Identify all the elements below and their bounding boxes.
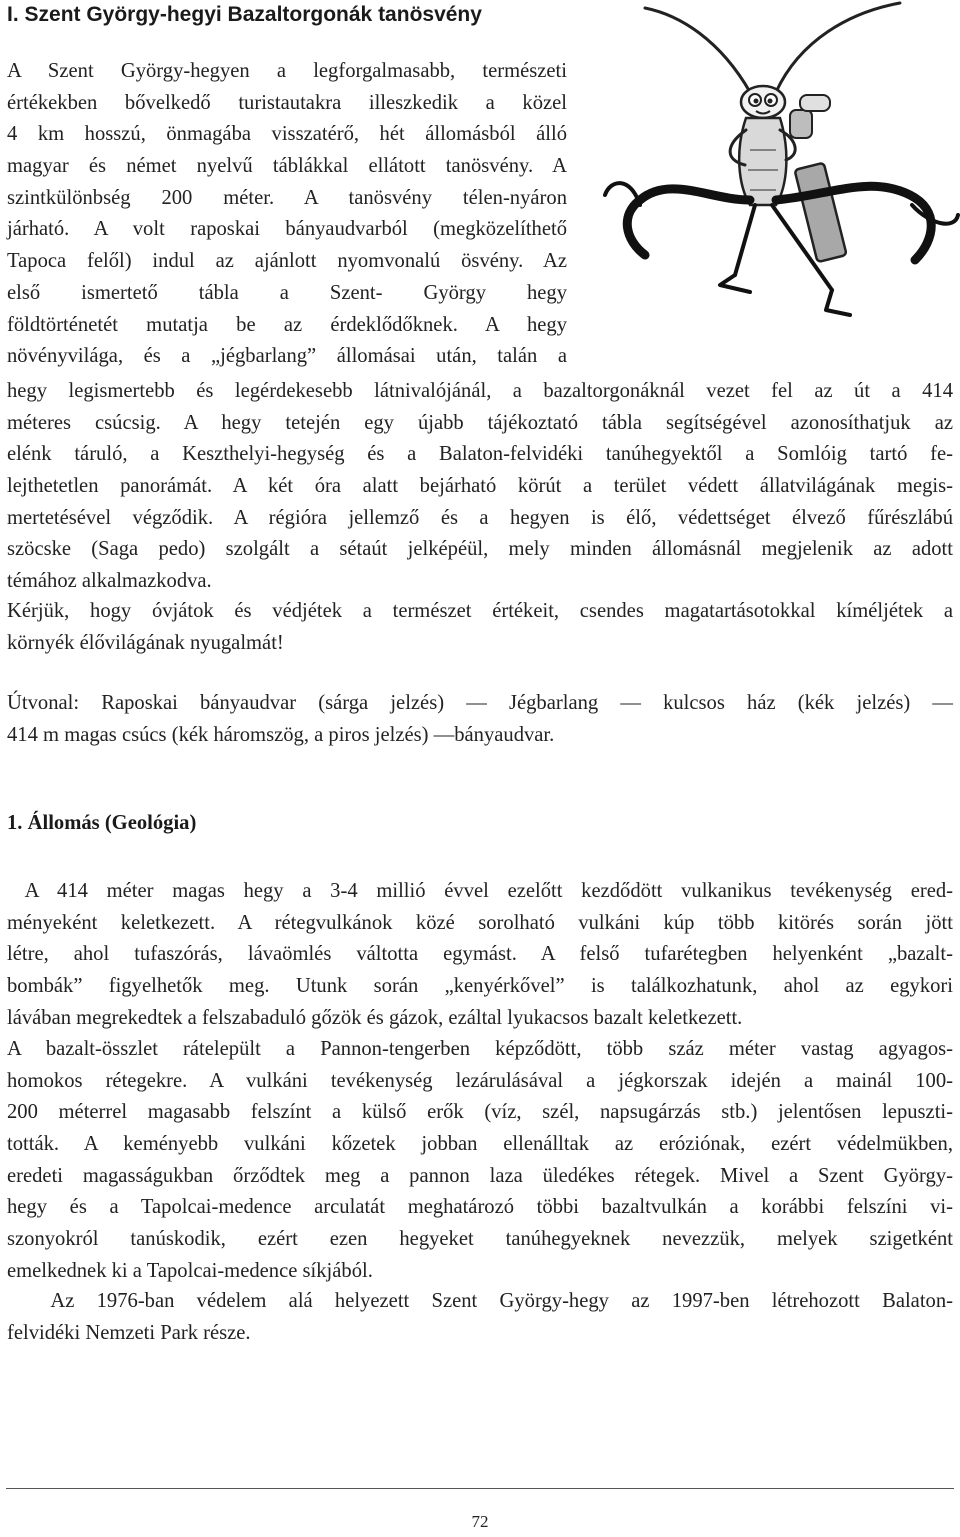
text-line: ményeként keletkezett. A rétegvulkánok közé sorolható vulkáni kúp több kitörés során jött	[7, 911, 953, 934]
text-line: méteres csúcsig. A hegy tetején egy újabb tájékoztató tábla segítségével azonosíthatjuk az	[7, 411, 953, 434]
text-line: létre, ahol tufaszórás, lávaömlés váltotta egymást. A felső tufarétegben helyenként „bazalt-	[7, 943, 953, 966]
saw-legged-cricket-illustration	[600, 0, 960, 340]
text-line: lávában megrekedtek a felszabaduló gőzök és gázok, ezáltal lyukacsos bazalt keletkezett.	[7, 1006, 743, 1029]
station-paragraph-1	[7, 876, 953, 1034]
text-line: A bazalt-összlet rátelepült a Pannon-tengerben képződött, több száz méter vastag agyagos-	[7, 1038, 953, 1060]
route-paragraph	[7, 688, 953, 751]
text-line: homokos rétegekre. A vulkáni tevékenység lezárulásával a jégkorszak idején a mainál 100-	[7, 1069, 953, 1092]
text-line: Kérjük, hogy óvjátok és védjétek a természet értékeit, csendes magatartásotokkal kíméljétek a	[7, 600, 953, 622]
text-line: elénk táruló, a Keszthelyi-hegység és a Balaton-felvidéki tanúhegyektől a Somlóig tartó fe-	[7, 443, 953, 466]
station-paragraph-2	[7, 1034, 953, 1288]
text-line: emelkednek ki a Tapolcai-medence síkjából.	[7, 1259, 373, 1282]
text-line: A Szent György-hegyen a legforgalmasabb, természeti	[7, 60, 567, 82]
text-line: Az 1976-ban védelem alá helyezett Szent György-hegy az 1997-ben létrehozott Balaton-	[7, 1290, 953, 1312]
cricket-antennae	[645, 3, 900, 92]
text-line: Útvonal: Raposkai bányaudvar (sárga jelzés) — Jégbarlang — kulcsos ház (kék jelzés) —	[7, 692, 953, 714]
cricket-head	[741, 86, 785, 118]
text-line: szöcske (Saga pedo) szolgált a sétaút jelképéül, mely minden állomásnál megjelenik az adott	[7, 538, 953, 561]
text-line: tották. A keményebb vulkáni kőzetek jobban ellenálltak az eróziónak, ezért védelmükben,	[7, 1133, 953, 1156]
intro-paragraph-wide	[7, 376, 953, 598]
request-paragraph	[7, 596, 953, 659]
text-line: magyar és német nyelvű táblákkal ellátott tanösvény. A	[7, 155, 567, 178]
station-paragraph-3	[7, 1286, 953, 1349]
text-line: szintkülönbség 200 méter. A tanösvény télen-nyáron	[7, 186, 567, 209]
text-line: környék élővilágának nyugalmát!	[7, 631, 284, 654]
station-heading: 1. Állomás (Geológia)	[7, 812, 197, 834]
text-line: mertetésével végződik. A régióra jellemző és a hegyen is élő, védettséget élvező fűrészlábú	[7, 506, 953, 529]
page-number: 72	[471, 1512, 489, 1531]
text-line: 414 m magas csúcs (kék háromszög, a piros jelzés) —bányaudvar.	[7, 723, 555, 746]
text-line: járható. A volt raposkai bányaudvarból (megközelíthető	[7, 218, 567, 241]
text-line: lejthetetlen panorámát. A két óra alatt bejárható körút a terület védett állatvilágának megis-	[7, 475, 953, 498]
cricket-right-leg	[772, 186, 958, 315]
text-line: hegy legismertebb és legérdekesebb látnivalójánál, a bazaltorgonáknál vezet fel az út a 414	[7, 380, 953, 402]
cricket-left-leg	[605, 183, 755, 292]
text-line: első ismertető tábla a Szent- György hegy	[7, 281, 567, 304]
text-line: földtörténetét mutatja be az érdeklődőknek. A hegy	[7, 313, 567, 336]
text-line: 4 km hosszú, önmagába visszatérő, hét állomásból álló	[7, 123, 567, 146]
text-line: A 414 méter magas hegy a 3-4 millió évvel ezelőtt kezdődött vulkanikus tevékenység ered-	[7, 880, 953, 902]
text-line: 200 méterrel magasabb felszínt a külső erők (víz, szél, napsugárzás stb.) jelentősen lepuszti-	[7, 1101, 953, 1124]
footer-divider	[6, 1488, 954, 1489]
text-line: felvidéki Nemzeti Park része.	[7, 1321, 251, 1344]
text-line: értékekben bővelkedő turistautakra illeszkedik a közel	[7, 91, 567, 114]
text-line: témához alkalmazkodva.	[7, 570, 212, 593]
cricket-backpack	[790, 95, 847, 262]
page-title: I. Szent György-hegyi Bazaltorgonák tanösvény	[7, 3, 482, 26]
text-line: szonyokról tanúskodik, ezért ezen hegyeket tanúhegyeknek nevezzük, melyek szigetként	[7, 1228, 953, 1251]
text-line: hegy és a Tapolcai-medence arculatát meghatározó többi bazaltvulkán a korábbi felszíni vi-	[7, 1196, 953, 1219]
text-line: Tapoca felől) indul az ajánlott nyomvonalú ösvény. Az	[7, 250, 567, 273]
text-line: bombák” figyelhetők meg. Utunk során „kenyérkővel” is találkozhatunk, ahol az egykori	[7, 975, 953, 998]
text-line: növényvilága, és a „jégbarlang” állomásai után, talán a	[7, 345, 567, 368]
text-line: eredeti magasságukban őrződtek meg a pannon laza üledékes rétegek. Mivel a Szent György-	[7, 1164, 953, 1187]
intro-paragraph-narrow	[7, 56, 567, 373]
